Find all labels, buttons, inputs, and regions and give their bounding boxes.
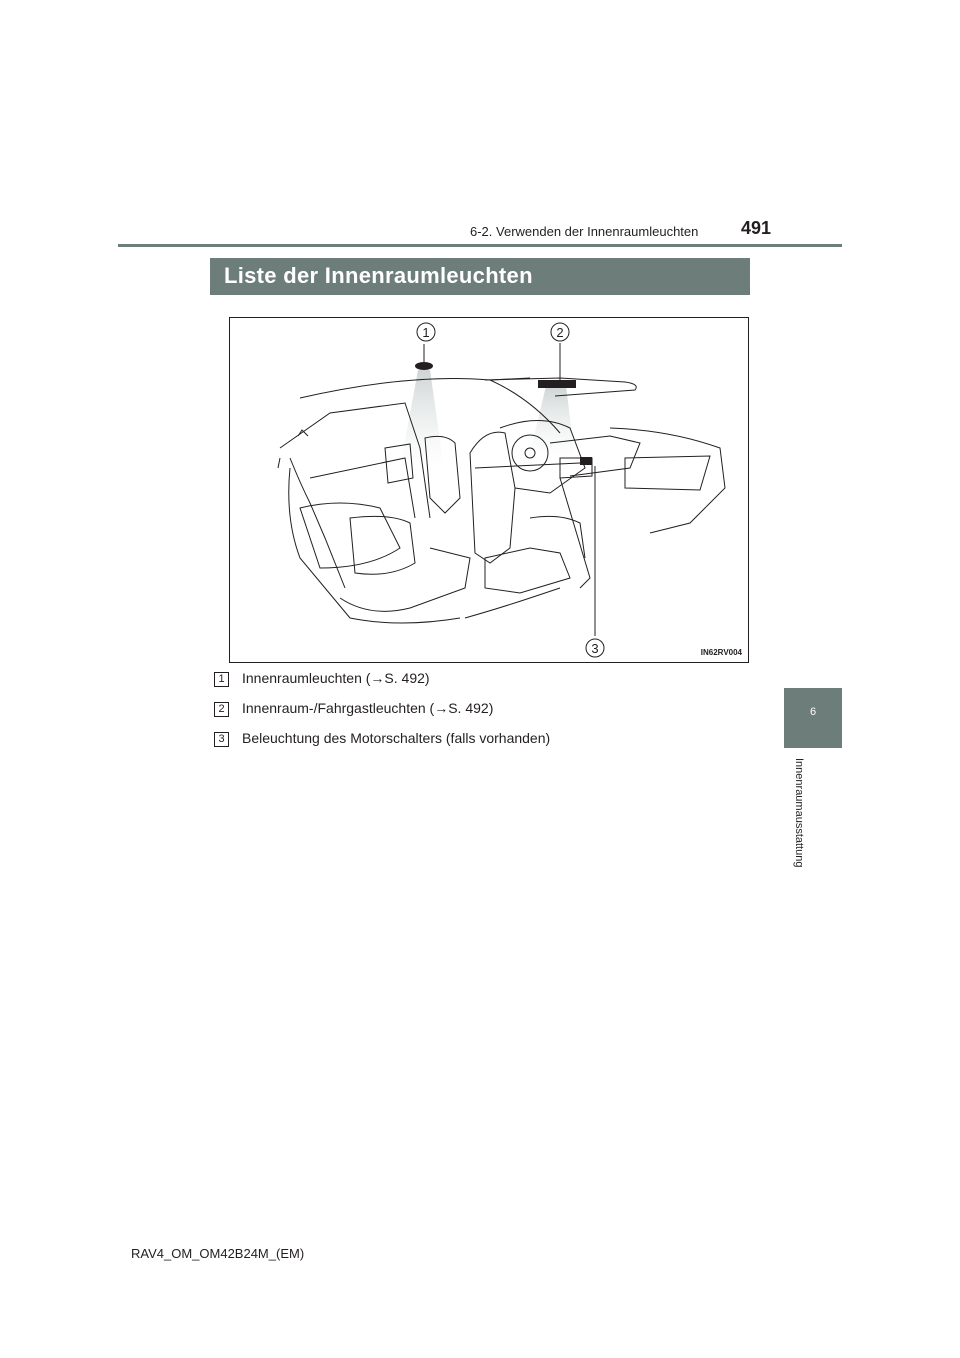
legend-text: Beleuchtung des Motorschalters (falls vorhanden): [242, 730, 551, 746]
roof-light-1: [415, 362, 433, 370]
page-number: 491: [741, 218, 772, 238]
roof-light-2: [538, 380, 576, 388]
page-header-section: 6-2. Verwenden der Innenraumleuchten: [470, 224, 699, 239]
car-interior-illustration: [230, 318, 748, 662]
callout-3-label: 3: [591, 641, 599, 656]
section-title: Liste der Innenraumleuchten: [224, 263, 533, 288]
section-title-box: [210, 258, 750, 295]
chapter-number: 6: [809, 706, 817, 718]
callout-1-label: 1: [422, 325, 430, 340]
legend-number-box: 2: [214, 702, 229, 717]
legend-text: Innenraumleuchten (→S. 492): [242, 670, 430, 686]
page-footer: RAV4_OM_OM42B24M_(EM): [131, 1246, 305, 1261]
chapter-side-label: [789, 758, 807, 888]
callout-2-label: 2: [556, 325, 564, 340]
callout-marker-2: [551, 323, 569, 341]
chapter-label-text: Innenraumausstattung: [793, 758, 805, 868]
interior-figure: [229, 317, 749, 663]
figure-code: IN62RV004: [700, 648, 742, 657]
chapter-tab: [784, 688, 842, 748]
callout-marker-3: [586, 639, 604, 657]
legend-number-box: 3: [214, 732, 229, 747]
header-rule: [118, 244, 842, 247]
callout-marker-1: [417, 323, 435, 341]
legend-number-box: 1: [214, 672, 229, 687]
engine-switch-light: [580, 457, 592, 465]
legend-text: Innenraum-/Fahrgastleuchten (→S. 492): [242, 700, 494, 716]
